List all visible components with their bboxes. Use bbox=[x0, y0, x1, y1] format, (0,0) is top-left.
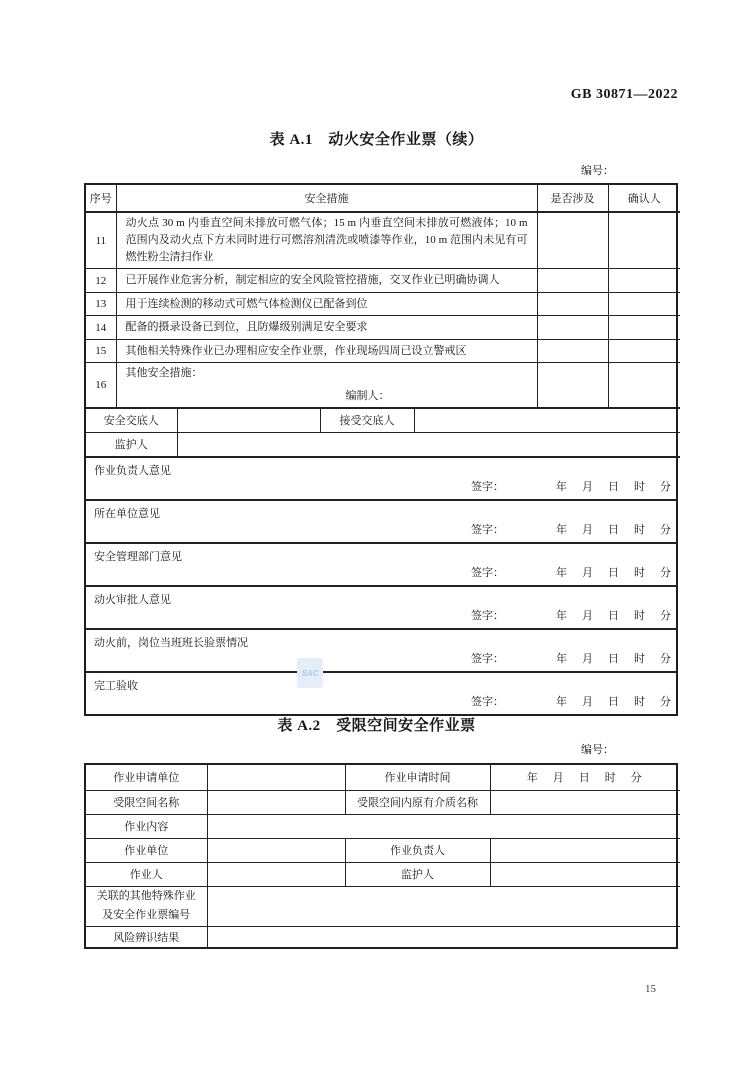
confirmer-cell bbox=[608, 316, 680, 340]
apply-time-label: 作业申请时间 bbox=[345, 765, 490, 790]
sign-label: 签字： bbox=[471, 566, 504, 579]
table-row bbox=[86, 790, 680, 814]
date-blank-label: 年 月 日 时 分 bbox=[556, 480, 673, 493]
other-measures-cell bbox=[116, 363, 537, 409]
measure-text: 配备的摄录设备已到位，且防爆级别满足安全要求 bbox=[116, 316, 537, 340]
confirmer-cell bbox=[608, 363, 680, 409]
briefing-receiver-value bbox=[414, 409, 680, 432]
date-blank-label: 年 月 日 时 分 bbox=[526, 772, 644, 785]
standard-code: GB 30871—2022 bbox=[570, 87, 678, 102]
work-content-value bbox=[207, 814, 680, 838]
sac-watermark: SAC bbox=[297, 658, 323, 688]
sign-label: 签字： bbox=[471, 523, 504, 536]
original-medium-value bbox=[490, 790, 680, 814]
worker-value bbox=[207, 862, 345, 886]
measure-text: 其他相关特殊作业已办理相应安全作业票，作业现场四周已设立警戒区 bbox=[116, 340, 537, 363]
briefing-receiver-label: 接受交底人 bbox=[320, 409, 414, 432]
table-a1-number-label: 编号： bbox=[581, 165, 614, 177]
table-row bbox=[86, 862, 680, 886]
opinion-label: 安全管理部门意见 bbox=[94, 550, 182, 563]
confirmer-cell bbox=[608, 212, 680, 269]
opinion-label: 所在单位意见 bbox=[94, 507, 160, 520]
other-measures-label: 其他安全措施： bbox=[125, 367, 203, 380]
a1-col-header-no: 序号 bbox=[86, 185, 116, 212]
opinion-label: 动火审批人意见 bbox=[94, 593, 171, 606]
table-row bbox=[86, 212, 680, 269]
a1-briefing-table bbox=[86, 409, 680, 433]
opinion-cell bbox=[86, 672, 676, 714]
guardian-label: 监护人 bbox=[86, 433, 177, 457]
sign-label: 签字： bbox=[471, 695, 504, 708]
opinion-label: 作业负责人意见 bbox=[94, 464, 171, 477]
confirmer-cell bbox=[608, 269, 680, 293]
guardian-value bbox=[177, 433, 680, 457]
table-row bbox=[86, 927, 680, 947]
sign-label: 签字： bbox=[471, 652, 504, 665]
measure-text: 用于连续检测的移动式可燃气体检测仪已配备到位 bbox=[116, 293, 537, 316]
opinion-cell bbox=[86, 500, 676, 543]
table-a2 bbox=[84, 763, 678, 949]
date-blank-label: 年 月 日 时 分 bbox=[556, 695, 673, 708]
a1-guardian-table bbox=[86, 433, 680, 458]
opinion-row bbox=[86, 500, 676, 543]
sign-label: 签字： bbox=[471, 480, 504, 493]
involved-cell bbox=[537, 340, 608, 363]
work-leader-value bbox=[490, 838, 680, 862]
a1-measures-table bbox=[86, 185, 680, 409]
table-a1 bbox=[84, 183, 678, 716]
table-a2-number-label: 编号： bbox=[581, 744, 614, 756]
space-name-value bbox=[207, 790, 345, 814]
date-blank-label: 年 月 日 时 分 bbox=[556, 652, 673, 665]
involved-cell bbox=[537, 212, 608, 269]
involved-cell bbox=[537, 363, 608, 409]
opinion-row bbox=[86, 672, 676, 714]
involved-cell bbox=[537, 316, 608, 340]
involved-cell bbox=[537, 293, 608, 316]
table-row-other-measures bbox=[86, 363, 680, 409]
worker-label: 作业人 bbox=[86, 862, 207, 886]
related-work-label bbox=[86, 886, 207, 927]
date-blank-label: 年 月 日 时 分 bbox=[556, 609, 673, 622]
row-number: 11 bbox=[86, 212, 116, 269]
work-leader-label: 作业负责人 bbox=[345, 838, 490, 862]
a1-header-row bbox=[86, 185, 680, 212]
sign-label: 签字： bbox=[471, 609, 504, 622]
guardian-row bbox=[86, 433, 680, 457]
table-a1-title: 表 A.1 动火安全作业票（续） bbox=[269, 132, 484, 148]
row-number: 15 bbox=[86, 340, 116, 363]
row-number: 14 bbox=[86, 316, 116, 340]
measure-text: 动火点 30 m 内垂直空间未排放可燃气体；15 m 内垂直空间未排放可燃液体；10 m 范围内及动火点下方未同时进行可燃溶剂清洗或喷漆等作业，10 m 范围内未见有可燃性粉尘清扫作业 bbox=[116, 212, 537, 269]
table-row bbox=[86, 340, 680, 363]
guardian-value bbox=[490, 862, 680, 886]
a2-info-table bbox=[86, 765, 680, 947]
related-work-value bbox=[207, 886, 680, 927]
opinion-label: 完工验收 bbox=[94, 679, 138, 692]
table-row bbox=[86, 293, 680, 316]
involved-cell bbox=[537, 269, 608, 293]
briefing-giver-value bbox=[177, 409, 320, 432]
measure-text: 已开展作业危害分析，制定相应的安全风险管控措施，交叉作业已明确协调人 bbox=[116, 269, 537, 293]
opinion-cell bbox=[86, 586, 676, 629]
briefing-giver-label: 安全交底人 bbox=[86, 409, 177, 432]
work-unit-value bbox=[207, 838, 345, 862]
row-number: 16 bbox=[86, 363, 116, 409]
opinion-cell bbox=[86, 458, 676, 500]
work-content-label: 作业内容 bbox=[86, 814, 207, 838]
work-unit-label: 作业单位 bbox=[86, 838, 207, 862]
risk-result-label: 风险辨识结果 bbox=[86, 927, 207, 947]
date-blank-label: 年 月 日 时 分 bbox=[556, 566, 673, 579]
page-number: 15 bbox=[645, 983, 656, 995]
table-row bbox=[86, 886, 680, 927]
table-row bbox=[86, 316, 680, 340]
opinion-row bbox=[86, 543, 676, 586]
row-number: 13 bbox=[86, 293, 116, 316]
risk-result-value bbox=[207, 927, 680, 947]
opinion-row bbox=[86, 629, 676, 672]
original-medium-label: 受限空间内原有介质名称 bbox=[345, 790, 490, 814]
related-work-label-line1: 关联的其他特殊作业 bbox=[96, 889, 196, 902]
a1-col-header-measure: 安全措施 bbox=[116, 185, 537, 212]
table-a2-title: 表 A.2 受限空间安全作业票 bbox=[277, 718, 476, 734]
table-row bbox=[86, 765, 680, 790]
row-number: 12 bbox=[86, 269, 116, 293]
opinion-row bbox=[86, 586, 676, 629]
opinion-label: 动火前，岗位当班班长验票情况 bbox=[94, 636, 248, 649]
opinion-cell bbox=[86, 543, 676, 586]
opinion-cell bbox=[86, 629, 676, 672]
a1-opinions-table bbox=[86, 458, 676, 714]
related-work-label-line2: 及安全作业票编号 bbox=[102, 909, 191, 922]
table-row bbox=[86, 814, 680, 838]
table-row bbox=[86, 269, 680, 293]
opinion-row bbox=[86, 458, 676, 500]
a1-col-header-confirmer: 确认人 bbox=[608, 185, 680, 212]
apply-unit-label: 作业申请单位 bbox=[86, 765, 207, 790]
table-row bbox=[86, 838, 680, 862]
a1-col-header-involved: 是否涉及 bbox=[537, 185, 608, 212]
date-blank-label: 年 月 日 时 分 bbox=[556, 523, 673, 536]
apply-unit-value bbox=[207, 765, 345, 790]
briefing-row bbox=[86, 409, 680, 432]
editor-label: 编制人： bbox=[345, 390, 390, 403]
space-name-label: 受限空间名称 bbox=[86, 790, 207, 814]
guardian-label: 监护人 bbox=[345, 862, 490, 886]
confirmer-cell bbox=[608, 293, 680, 316]
confirmer-cell bbox=[608, 340, 680, 363]
